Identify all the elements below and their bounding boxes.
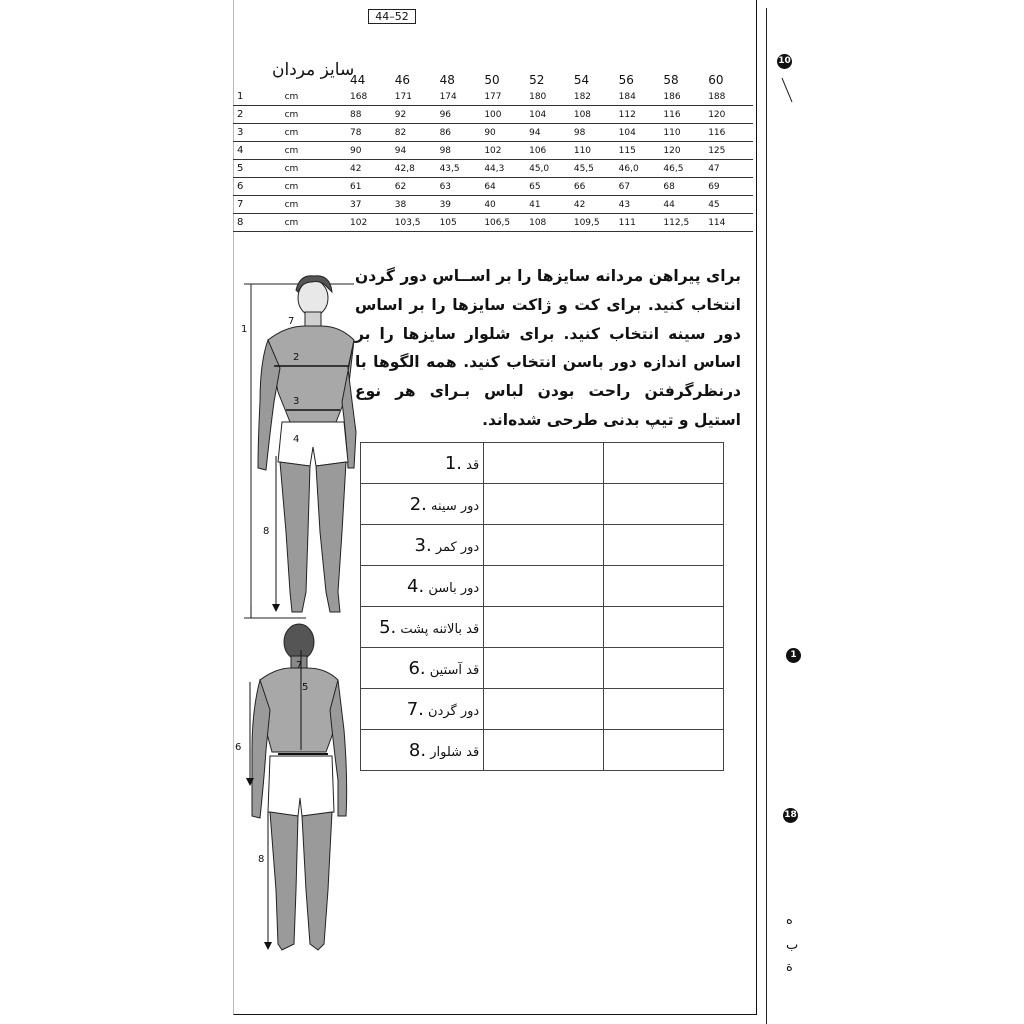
size-value-cell: 114: [708, 214, 753, 232]
measurement-entry-cell[interactable]: [604, 525, 724, 566]
measurement-label-cell: [361, 484, 484, 525]
measurement-label: دور سینه: [431, 498, 480, 514]
edge-glyph: ة: [786, 960, 793, 975]
measurement-number: 2.: [409, 493, 427, 515]
badge-number: 1: [786, 648, 801, 663]
size-row: [233, 142, 753, 160]
measurement-label-cell: [361, 648, 484, 689]
measurement-label-cell: [361, 566, 484, 607]
measurement-label: دور گردن: [428, 703, 480, 719]
measurement-number: 4.: [407, 575, 425, 597]
adjacent-line: [780, 76, 794, 104]
size-value-cell: 45,0: [529, 160, 574, 178]
size-value-cell: 90: [350, 142, 395, 160]
measurement-label-cell: [361, 443, 484, 484]
size-value-cell: 43,5: [440, 160, 485, 178]
measurement-entry-cell[interactable]: [484, 525, 604, 566]
measurement-row: [361, 525, 724, 566]
size-value-cell: 177: [484, 88, 529, 106]
size-header-cell: 52: [529, 73, 545, 87]
size-value-cell: 46,0: [619, 160, 664, 178]
measurement-entry-cell[interactable]: [604, 566, 724, 607]
size-value-cell: 43: [619, 196, 664, 214]
size-value-cell: 115: [619, 142, 664, 160]
row-number: 1: [233, 88, 285, 106]
size-header-cell: 54: [573, 73, 590, 87]
measurement-label-cell: [361, 689, 484, 730]
size-value-cell: 47: [708, 160, 753, 178]
measurement-row: [361, 484, 724, 525]
size-header-cell: 48: [439, 73, 455, 87]
measurement-number: 5.: [379, 616, 397, 638]
size-value-cell: 44,3: [484, 160, 529, 178]
size-value-cell: 38: [395, 196, 440, 214]
measurement-row: [361, 443, 724, 484]
row-unit: cm: [285, 124, 350, 142]
measurement-entry-cell[interactable]: [604, 648, 724, 689]
size-value-cell: 94: [395, 142, 440, 160]
measurement-entry-cell[interactable]: [604, 607, 724, 648]
size-value-cell: 184: [619, 88, 664, 106]
size-description: برای پیراهن مردانه سایزها را بر اســاس دور گردن انتخاب کنید. برای کت و ژاکت سایزها را بر اساس دور سینه انتخاب کنید. برای شلوار سایزها را بر اساس اندازه دور باسن انتخاب کنید. همه الگوها با درنظرگرفتن راحت بودن لباس بـرای هر نوع استیل و تیپ بدنی طرحی شده‌اند.: [355, 267, 741, 429]
size-header-row: [233, 72, 753, 88]
size-value-cell: 68: [663, 178, 708, 196]
front-marker: 8: [263, 526, 270, 537]
badge-number: 18: [783, 808, 798, 823]
back-marker: 5: [302, 682, 309, 693]
measurement-entry-cell[interactable]: [484, 730, 604, 771]
front-marker: 4: [293, 434, 300, 445]
measurement-label-cell: [361, 525, 484, 566]
size-value-cell: 105: [440, 214, 485, 232]
row-number: 5: [233, 160, 285, 178]
badge-number: 10: [777, 54, 792, 69]
size-value-cell: 112,5: [663, 214, 708, 232]
measurement-entry-cell[interactable]: [484, 566, 604, 607]
size-value-cell: 171: [395, 88, 440, 106]
front-marker: 1: [241, 324, 248, 335]
size-value-cell: 120: [663, 142, 708, 160]
size-row: [233, 88, 753, 106]
back-marker: 6: [235, 742, 242, 753]
size-value-cell: 45: [708, 196, 753, 214]
size-value-cell: 168: [350, 88, 395, 106]
size-value-cell: 186: [663, 88, 708, 106]
size-value-cell: 62: [395, 178, 440, 196]
size-value-cell: 116: [663, 106, 708, 124]
measurement-number: 6.: [408, 657, 426, 679]
size-value-cell: 180: [529, 88, 574, 106]
size-value-cell: 108: [574, 106, 619, 124]
size-value-cell: 92: [395, 106, 440, 124]
size-value-cell: 109,5: [574, 214, 619, 232]
size-value-cell: 98: [440, 142, 485, 160]
size-value-cell: 37: [350, 196, 395, 214]
front-marker: 2: [293, 352, 300, 363]
size-value-cell: 82: [395, 124, 440, 142]
row-unit: cm: [285, 88, 350, 106]
measurement-entry-cell[interactable]: [484, 443, 604, 484]
size-value-cell: 188: [708, 88, 753, 106]
measurement-label: دور باسن: [428, 580, 480, 596]
size-value-cell: 64: [484, 178, 529, 196]
measurement-label: قد شلوار: [430, 744, 480, 760]
size-value-cell: 110: [574, 142, 619, 160]
page-range-tag: 44–52: [368, 9, 416, 24]
size-header-cell: 60: [708, 73, 724, 87]
size-value-cell: 88: [350, 106, 395, 124]
size-value-cell: 66: [574, 178, 619, 196]
measurement-number: 8.: [408, 739, 427, 761]
size-value-cell: 125: [708, 142, 753, 160]
size-value-cell: 45,5: [574, 160, 619, 178]
back-body-figure: [235, 620, 356, 970]
back-marker: 7: [296, 660, 303, 671]
measurement-label: دور کمر: [435, 539, 480, 555]
size-table: [233, 72, 753, 232]
size-value-cell: 63: [440, 178, 485, 196]
measurement-entry-cell[interactable]: [604, 484, 724, 525]
size-value-cell: 78: [350, 124, 395, 142]
size-value-cell: 120: [708, 106, 753, 124]
size-value-cell: 90: [484, 124, 529, 142]
measurement-entry-cell[interactable]: [484, 648, 604, 689]
size-row: [233, 178, 753, 196]
edge-glyph: ب: [786, 938, 799, 953]
size-value-cell: 42: [574, 196, 619, 214]
measurement-entry-cell[interactable]: [484, 484, 604, 525]
row-unit: cm: [285, 214, 350, 232]
size-row: [233, 196, 753, 214]
front-marker: 3: [293, 396, 300, 407]
measurement-label-cell: [361, 607, 484, 648]
size-value-cell: 98: [574, 124, 619, 142]
size-header-cell: 44: [350, 73, 366, 87]
measurement-row: [361, 648, 724, 689]
row-unit: cm: [285, 142, 350, 160]
size-value-cell: 100: [484, 106, 529, 124]
size-value-cell: 104: [619, 124, 664, 142]
size-row: [233, 124, 753, 142]
size-value-cell: 174: [440, 88, 485, 106]
size-value-cell: 46,5: [663, 160, 708, 178]
edge-glyph: ه: [786, 913, 793, 928]
measurement-number: 7.: [406, 698, 424, 720]
measurement-label: قد: [466, 457, 480, 473]
size-header-cell: 56: [618, 73, 634, 87]
size-value-cell: 116: [708, 124, 753, 142]
size-value-cell: 106: [529, 142, 574, 160]
size-chart-title: سایز مردان: [272, 60, 355, 80]
measurement-entry-cell[interactable]: [604, 689, 724, 730]
size-value-cell: 42,8: [395, 160, 440, 178]
measurement-number: 3.: [414, 534, 432, 556]
size-value-cell: 103,5: [395, 214, 440, 232]
size-value-cell: 42: [350, 160, 395, 178]
size-value-cell: 40: [484, 196, 529, 214]
measurement-row: [361, 730, 724, 771]
measurement-label: قد آستین: [429, 662, 480, 678]
size-row: [233, 214, 753, 232]
size-value-cell: 110: [663, 124, 708, 142]
size-row: [233, 160, 753, 178]
row-number: 4: [233, 142, 285, 160]
back-marker: 8: [258, 854, 265, 865]
measurement-row: [361, 566, 724, 607]
row-number: 8: [233, 214, 285, 232]
size-value-cell: 96: [440, 106, 485, 124]
measurement-label-cell: [361, 730, 484, 771]
size-value-cell: 67: [619, 178, 664, 196]
front-marker: 7: [288, 316, 295, 327]
row-number: 3: [233, 124, 285, 142]
row-unit: cm: [285, 106, 350, 124]
measurement-entry-cell[interactable]: [484, 607, 604, 648]
measurement-label: قد بالاتنه پشت: [400, 621, 480, 637]
size-value-cell: 108: [529, 214, 574, 232]
row-number: 6: [233, 178, 285, 196]
size-header-cell: 50: [484, 73, 500, 87]
row-number: 2: [233, 106, 285, 124]
size-value-cell: 106,5: [484, 214, 529, 232]
measurement-entry-cell[interactable]: [484, 689, 604, 730]
row-number: 7: [233, 196, 285, 214]
measurement-entry-cell[interactable]: [604, 443, 724, 484]
size-value-cell: 102: [484, 142, 529, 160]
size-value-cell: 65: [529, 178, 574, 196]
size-value-cell: 61: [350, 178, 395, 196]
size-row: [233, 106, 753, 124]
size-value-cell: 94: [529, 124, 574, 142]
size-value-cell: 41: [529, 196, 574, 214]
measurement-number: 1.: [444, 452, 463, 474]
size-header-cell: 46: [394, 73, 411, 87]
size-value-cell: 86: [440, 124, 485, 142]
size-value-cell: 44: [663, 196, 708, 214]
size-value-cell: 39: [440, 196, 485, 214]
row-unit: cm: [285, 178, 350, 196]
size-header-cell: 58: [663, 73, 679, 87]
adjacent-page-border: [766, 8, 767, 1024]
size-value-cell: 112: [619, 106, 664, 124]
size-value-cell: 102: [350, 214, 395, 232]
row-unit: cm: [285, 196, 350, 214]
measurement-row: [361, 607, 724, 648]
size-value-cell: 182: [574, 88, 619, 106]
size-value-cell: 104: [529, 106, 574, 124]
size-value-cell: 111: [619, 214, 664, 232]
measurement-table: [360, 442, 724, 771]
size-value-cell: 69: [708, 178, 753, 196]
measurement-entry-cell[interactable]: [604, 730, 724, 771]
front-body-figure: [236, 272, 354, 628]
measurement-row: [361, 689, 724, 730]
row-unit: cm: [285, 160, 350, 178]
